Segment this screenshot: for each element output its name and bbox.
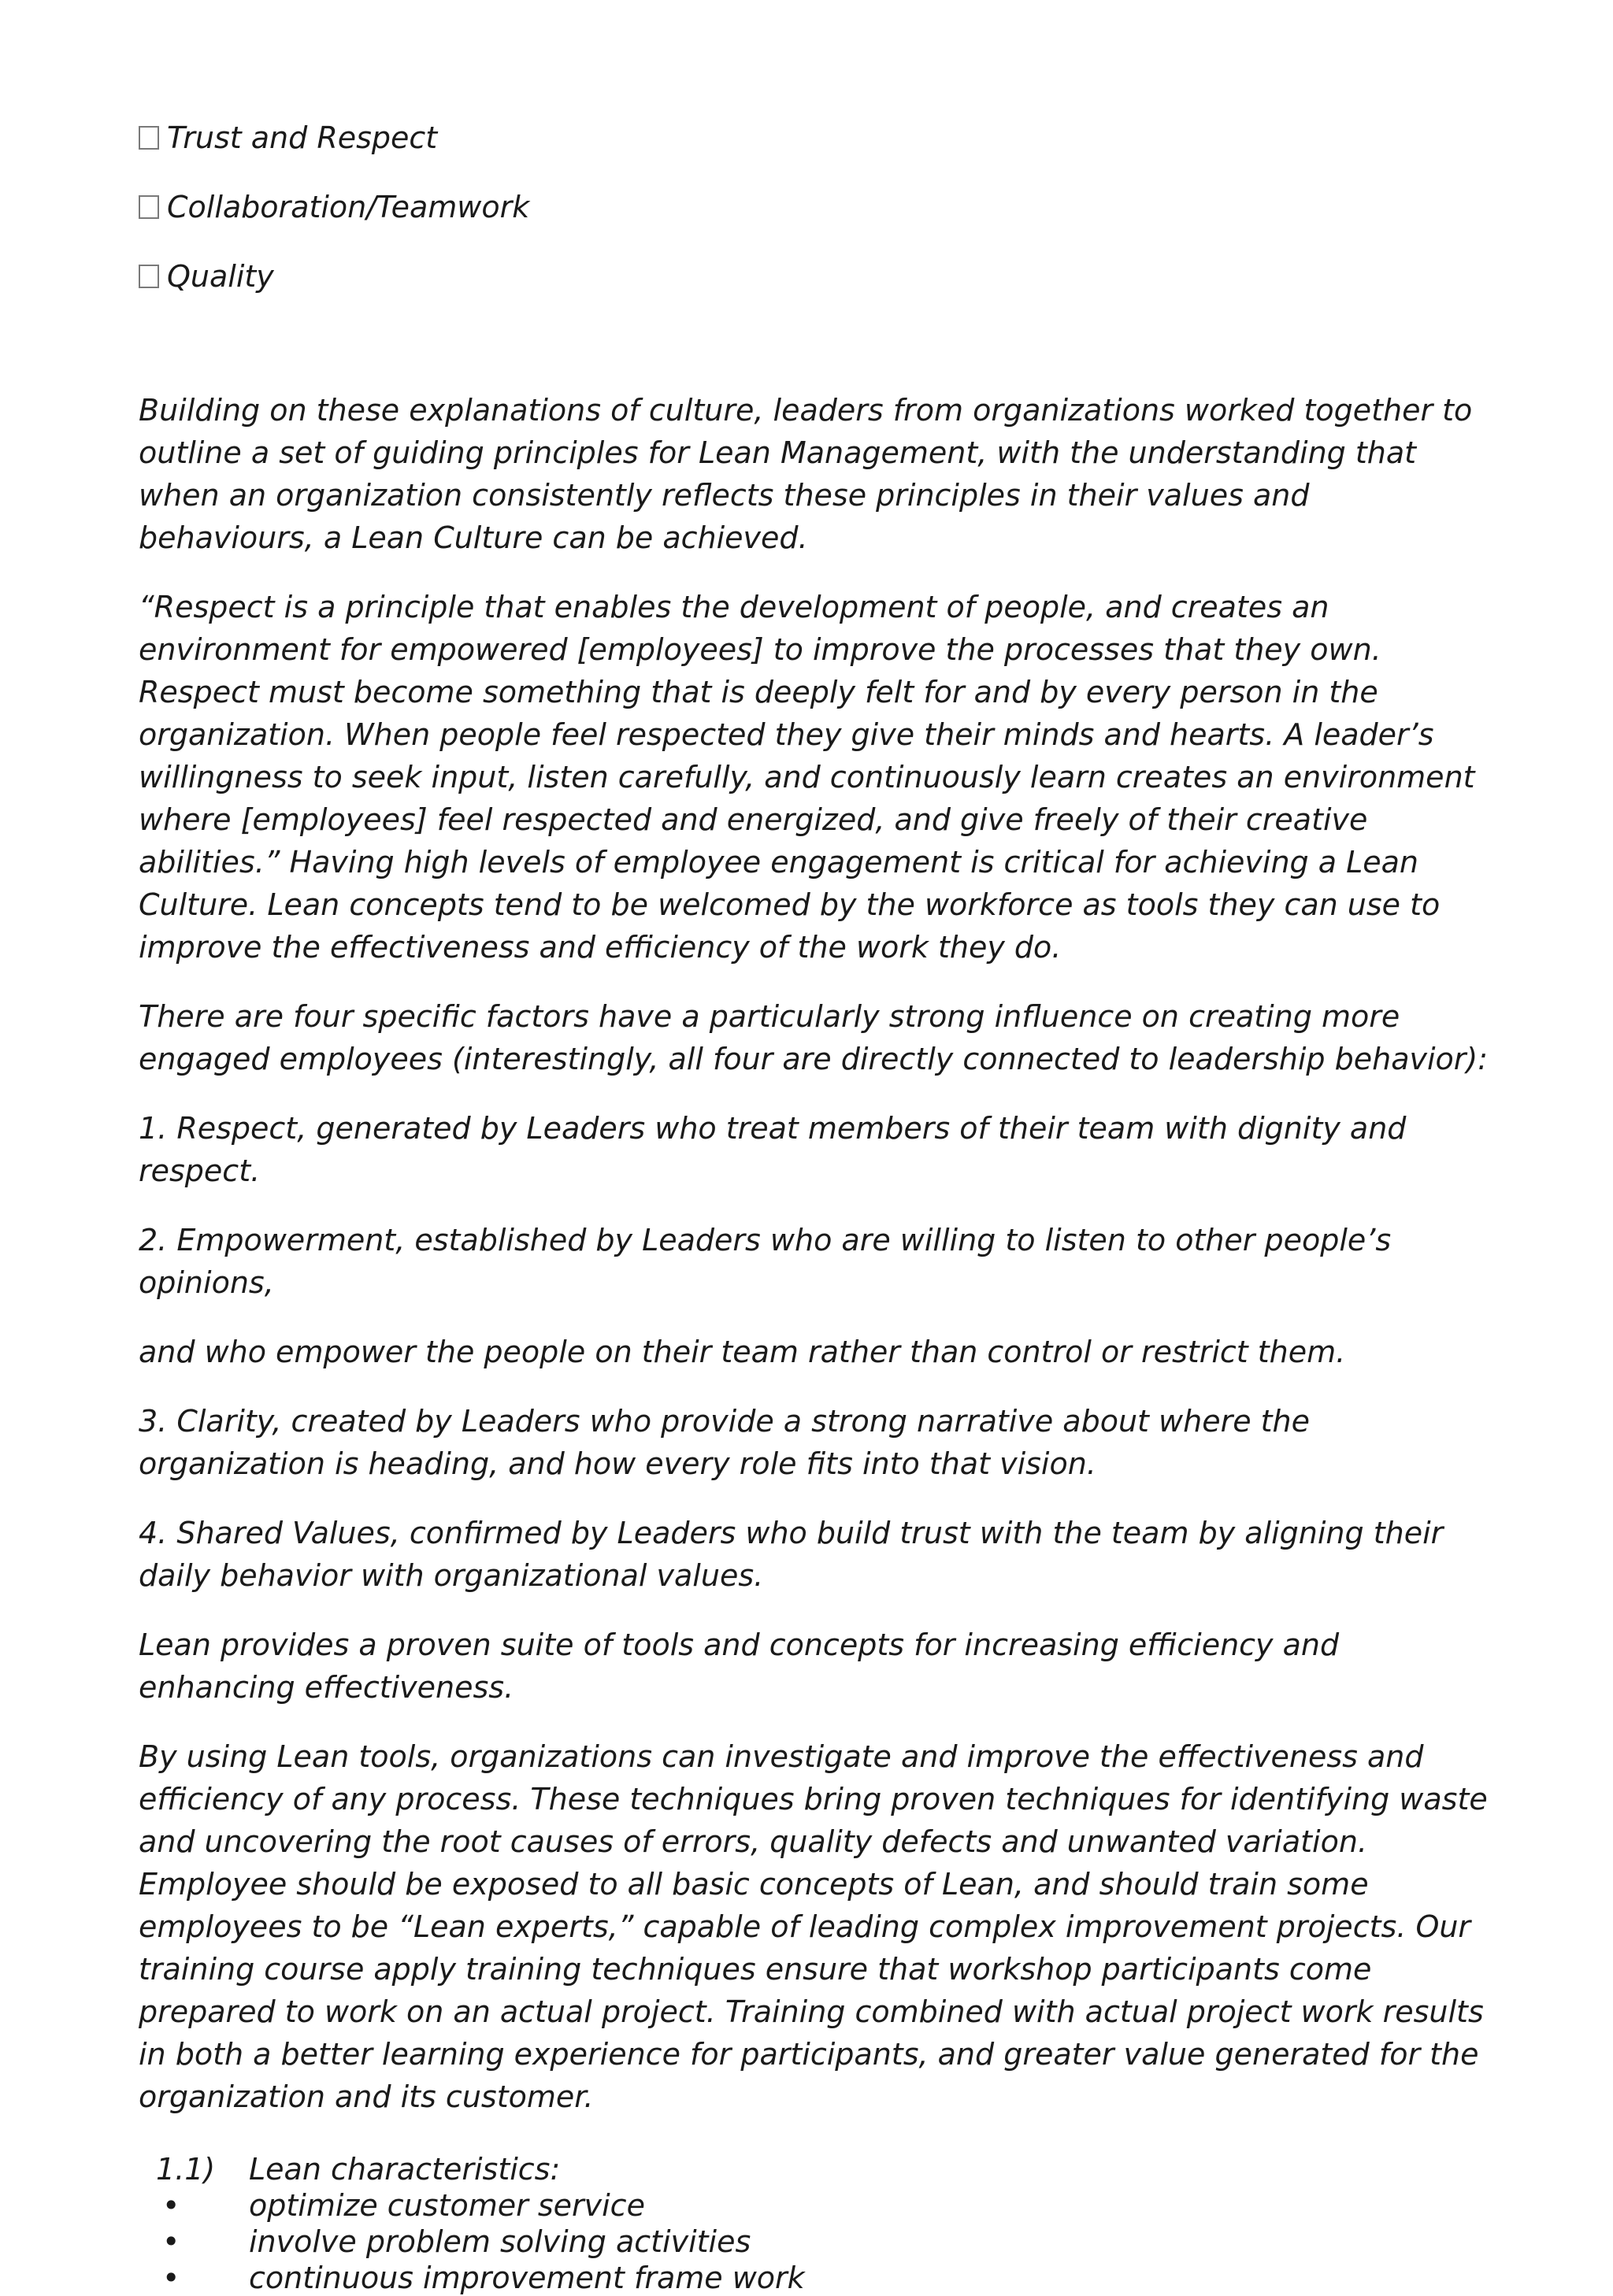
checklist-item-text: Trust and Respect	[167, 120, 438, 155]
document-body	[139, 117, 1493, 2296]
list-item-text: continuous improvement frame work	[249, 2261, 805, 2295]
lean-characteristics-list	[139, 2151, 1493, 2296]
list-item	[151, 2224, 1493, 2260]
bullet-icon: •	[162, 2224, 180, 2259]
checkbox-glyph-icon	[139, 126, 159, 150]
checklist-item-text: Collaboration/Teamwork	[167, 190, 530, 224]
factor-empowerment-continued: and who empower the people on their team rather than control or restrict them.	[139, 1335, 1346, 1369]
checklist-item	[139, 255, 1493, 298]
factor-shared-values: 4. Shared Values, confirmed by Leaders who build trust with the team by aligning their daily behavior with organizational values.	[139, 1516, 1444, 1593]
paragraph-culture: Building on these explanations of culture, leaders from organizations worked together to outline a set of guiding principles for Lean Management, with the understanding that when an organization consistently reflects these principles in their values and behaviours, a Lean Culture can be achieved.	[139, 393, 1473, 555]
list-item-text: involve problem solving activities	[249, 2224, 751, 2259]
checklist-item	[139, 186, 1493, 228]
bullet-icon: •	[162, 2261, 180, 2295]
section-heading: Lean characteristics:	[249, 2152, 561, 2187]
checklist-item-text: Quality	[167, 259, 274, 294]
factor-respect: 1. Respect, generated by Leaders who treat members of their team with dignity and respect.	[139, 1111, 1407, 1188]
list-heading-row	[151, 2151, 1493, 2187]
checklist-item	[139, 117, 1493, 159]
checkbox-glyph-icon	[139, 265, 159, 288]
checkbox-glyph-icon	[139, 195, 159, 219]
factor-clarity: 3. Clarity, created by Leaders who provide a strong narrative about where the organization is heading, and how every role fits into that vision.	[139, 1404, 1311, 1481]
list-item-text: optimize customer service	[249, 2188, 645, 2223]
factor-empowerment: 2. Empowerment, established by Leaders who are willing to listen to other people’s opinions,	[139, 1223, 1392, 1300]
section-gap	[139, 324, 1493, 389]
list-item	[151, 2260, 1493, 2296]
list-item	[151, 2187, 1493, 2224]
paragraph-lean-tools-intro: Lean provides a proven suite of tools and concepts for increasing efficiency and enhancing effectiveness.	[139, 1628, 1340, 1705]
section-number: 1.1)	[156, 2152, 216, 2187]
bullet-icon: •	[162, 2188, 180, 2223]
paragraph-respect-quote: “Respect is a principle that enables the development of people, and creates an environment for empowered [employees] to improve the processes that they own. Respect must become something that is deeply felt for and by every person in the organization. When people feel respected they give their minds and hearts. A leader’s willingness to seek input, listen carefully, and continuously learn creates an environment where [employees] feel respected and energized, and give freely of their creative abilities.” Having high levels of employee engagement is critical for achieving a Lean Culture. Lean concepts tend to be welcomed by the workforce as tools they can use to improve the effectiveness and efficiency of the work they do.	[139, 590, 1475, 965]
paragraph-four-factors: There are four specific factors have a particularly strong influence on creating more engaged employees (interestingly, all four are directly connected to leadership behavior):	[139, 999, 1489, 1076]
paragraph-lean-tools: By using Lean tools, organizations can investigate and improve the effectiveness and efficiency of any process. These techniques bring proven techniques for identifying waste and uncovering the root causes of errors, quality defects and unwanted variation. Employee should be exposed to all basic concepts of Lean, and should train some employees to be “Lean experts,” capable of leading complex improvement projects. Our training course apply training techniques ensure that workshop participants come prepared to work on an actual project. Training combined with actual project work results in both a better learning experience for participants, and greater value generated for the organization and its customer.	[139, 1739, 1488, 2114]
